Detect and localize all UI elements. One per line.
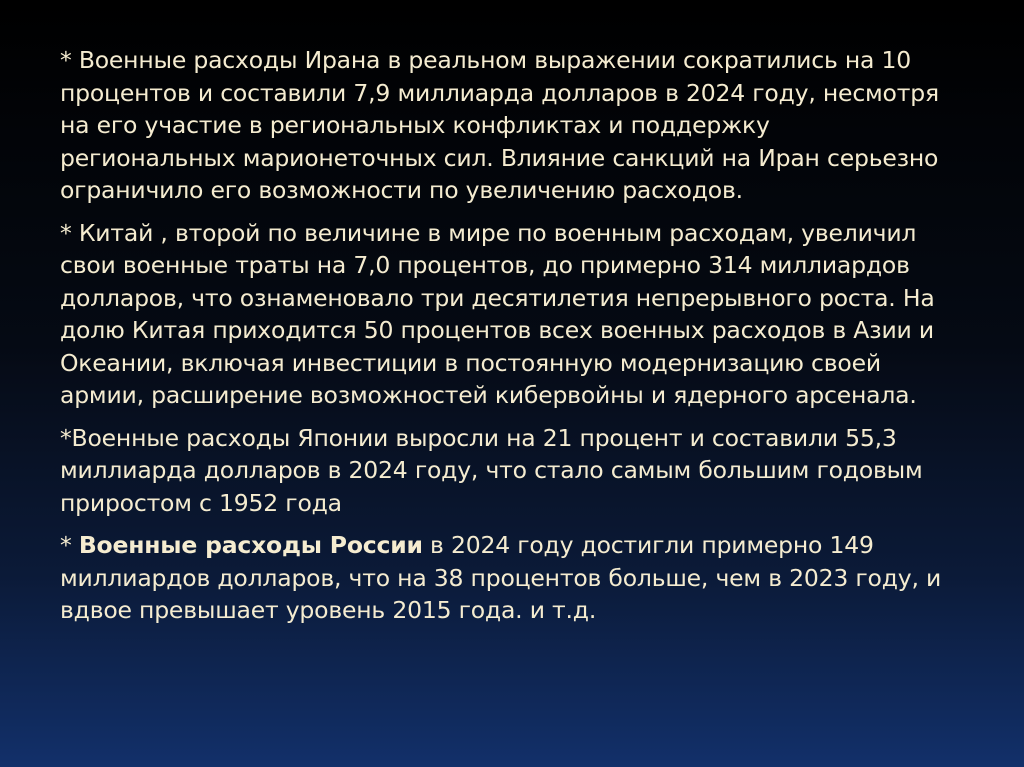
paragraph-japan: *Военные расходы Японии выросли на 21 процент и составили 55,3 миллиарда долларов в 2024 году, что стало самым большим годовым приростом с 1952 года	[60, 423, 923, 517]
slide-body	[60, 44, 950, 637]
paragraph-russia-bold: Военные расходы России	[78, 531, 423, 559]
paragraph-china: * Китай , второй по величине в мире по военным расходам, увеличил свои военные траты на 7,0 процентов, до примерно 314 миллиардов долларов, что ознаменовало три десятилетия непрерывного роста. На долю Китая приходится 50 процентов всех военных расходов в Азии и Океании, включая инвестиции в постоянную модернизацию своей армии, расширение возможностей кибервойны и ядерного арсенала.	[60, 218, 935, 409]
paragraph-russia	[60, 529, 950, 627]
paragraph-russia-prefix: *	[60, 531, 79, 559]
paragraph-iran: * Военные расходы Ирана в реальном выражении сократились на 10 процентов и составили 7,9 миллиарда долларов в 2024 году, несмотря на его участие в региональных конфликтах и поддержку региональных марионеточных сил. Влияние санкций на Иран серьезно ограничило его возможности по увеличению расходов.	[60, 46, 939, 204]
paragraph-russia-rest: в 2024 году достигли примерно 149 миллиардов долларов, что на 38 процентов больше, чем в 2023 году, и вдвое превышает уровень 2015 года. и т.д.	[60, 531, 942, 624]
